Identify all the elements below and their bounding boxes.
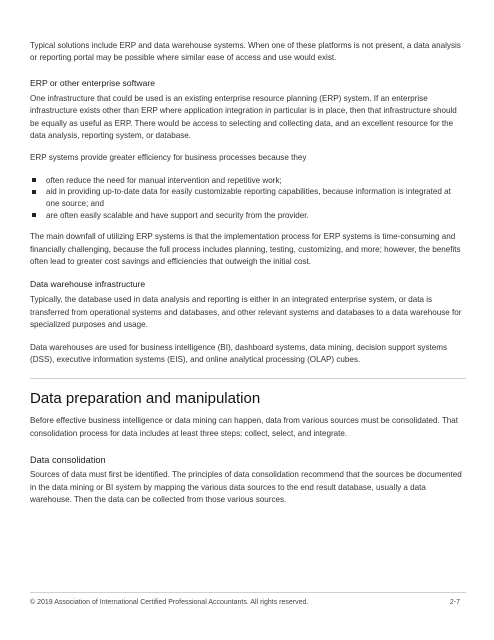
list-item — [30, 175, 466, 187]
list-item-text: often reduce the need for manual intervention and repetitive work; — [46, 175, 282, 185]
section-divider — [30, 378, 466, 379]
page-content — [30, 40, 466, 507]
erp-benefits-list — [30, 175, 466, 221]
bullet-icon — [32, 190, 36, 194]
section-paragraph: Before effective business intelligence or data mining can happen, data from various sources must be consolidated. That consolidation process for data includes at least three steps: collect, select, and integrate. — [30, 416, 459, 438]
erp-paragraph-1: One infrastructure that could be used is an existing enterprise resource planning (ERP) system. If an enterprise infrastructure exists other than ERP where application integration in particular is in place, then that infrastructure should be equally as useful as ERP. There would be access to selecting and collecting data, and an excellent resource for the data analysis, reporting system, or database. — [30, 93, 457, 141]
erp-paragraph-3: The main downfall of utilizing ERP systems is that the implementation process for ERP systems is time-consuming and financially challenging, because the full process includes planning, testing, customizing, and more; however, the benefits often lead to greater cost savings and efficiencies that outweigh the initial cost. — [30, 232, 461, 267]
dw-heading: Data warehouse infrastructure — [30, 279, 146, 290]
consolidation-paragraph: Sources of data must first be identified. The principles of data consolidation recommend that the sources be documented in the data mining or BI system by mapping the various data sources to the end result database, usually a data warehouse. Then the data can be collected from those various sources. — [30, 470, 462, 505]
consolidation-heading: Data consolidation — [30, 455, 106, 466]
footer-copyright: © 2019 Association of International Certified Professional Accountants. All rights reserved. — [30, 599, 309, 606]
bullet-icon — [32, 178, 36, 182]
erp-heading: ERP or other enterprise software — [30, 77, 155, 88]
page-footer — [30, 598, 466, 608]
section-title: Data preparation and manipulation — [30, 390, 261, 408]
page-number: 2-7 — [449, 599, 460, 606]
list-item — [30, 210, 466, 222]
intro-paragraph: Typical solutions include ERP and data warehouse systems. When one of these platforms is not present, a data analysis or reporting portal may be possible where similar ease of access and use would exist. — [30, 41, 461, 63]
dw-paragraph-1: Typically, the database used in data analysis and reporting is either in an integrated enterprise system, or data is transferred from operational systems and databases, and other relevant systems and databases to a data warehouse for specialized purposes and usage. — [30, 295, 462, 330]
dw-paragraph-2: Data warehouses are used for business intelligence (BI), dashboard systems, data mining, decision support systems (DSS), executive information systems (EIS), and online analytical processing (OLAP) cubes. — [30, 342, 448, 365]
list-item — [30, 186, 466, 209]
footer-divider — [30, 592, 466, 593]
bullet-icon — [32, 213, 36, 217]
list-item-text: are often easily scalable and have support and security from the provider. — [46, 210, 309, 220]
erp-paragraph-2: ERP systems provide greater efficiency for business processes because they — [30, 153, 307, 163]
list-item-text: aid in providing up-to-date data for easily customizable reporting capabilities, because information is integrated at one source; and — [46, 187, 451, 209]
